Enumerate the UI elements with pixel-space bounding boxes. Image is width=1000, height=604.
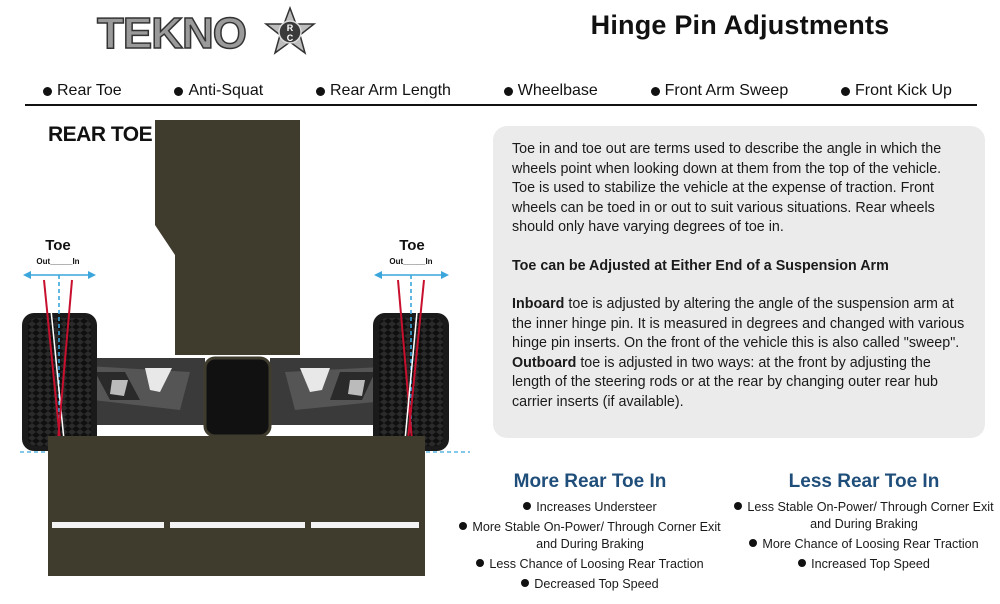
nav-item-wheelbase[interactable]: Wheelbase <box>484 82 618 100</box>
outboard-paragraph: Outboard toe is adjusted in two ways: at the front by adjusting the length of the steering rods or at the rear by changing outer rear hub carrier inserts (if available). <box>512 354 938 410</box>
bullet-icon <box>749 539 757 547</box>
bullet-icon <box>841 87 850 96</box>
bullet-icon <box>43 87 52 96</box>
center-block <box>205 358 270 436</box>
adjust-subheading: Toe can be Adjusted at Either End of a Suspension Arm <box>512 257 889 274</box>
list-item: More Chance of Loosing Rear Traction <box>728 536 1000 553</box>
description-panel <box>493 126 985 438</box>
bullet-icon <box>651 87 660 96</box>
bullet-icon <box>459 522 467 530</box>
nav-divider <box>25 104 977 106</box>
list-item: Decreased Top Speed <box>455 576 725 593</box>
less-toe-in-title: Less Rear Toe In <box>788 471 940 492</box>
bullet-icon <box>174 87 183 96</box>
right-toe-label: Toe <box>399 237 425 254</box>
left-toe-label: Toe <box>45 237 71 254</box>
more-toe-in-title: More Rear Toe In <box>513 471 667 492</box>
svg-text:TEKNO: TEKNO <box>97 9 246 58</box>
inboard-paragraph: Inboard toe is adjusted by altering the angle of the suspension arm at the inner hinge pin. It is measured in degrees and changed with various hinge pin inserts. On the front of the vehicle this is also called "sweep". <box>512 296 965 351</box>
more-toe-in-column <box>455 470 725 596</box>
bullet-icon <box>504 87 513 96</box>
page-title: Hinge Pin Adjustments <box>590 10 890 40</box>
svg-text:C: C <box>286 33 294 43</box>
nav-item-anti-squat[interactable]: Anti-Squat <box>154 82 283 100</box>
nav-item-front-arm-sweep[interactable]: Front Arm Sweep <box>631 82 809 100</box>
nav-item-rear-toe[interactable]: Rear Toe <box>25 82 142 100</box>
nav-item-rear-arm-length[interactable]: Rear Arm Length <box>296 82 471 100</box>
rear-toe-diagram <box>0 115 490 604</box>
less-toe-in-column <box>728 470 1000 576</box>
chassis-spine <box>155 120 300 355</box>
intro-paragraph: Toe in and toe out are terms used to describe the angle in which the wheels point when looking down at them from the top of the vehicle. Toe is used to stabilize the vehicle at the expense of traction. Front wheels can be toed in or out to suit various situations. Rear wheels should only have varying degrees of toe in. <box>512 141 942 235</box>
rear-wing <box>48 436 425 576</box>
bullet-icon <box>476 559 484 567</box>
bullet-icon <box>521 579 529 587</box>
svg-text:R: R <box>286 23 294 33</box>
bullet-icon <box>523 502 531 510</box>
nav-item-front-kick-up[interactable]: Front Kick Up <box>821 82 977 100</box>
list-item: Increased Top Speed <box>728 556 1000 573</box>
section-heading: REAR TOE <box>48 123 153 146</box>
left-toe-sublabel: Out_____In <box>36 257 80 266</box>
list-item: Increases Understeer <box>455 499 725 516</box>
right-toe-sublabel: Out_____In <box>389 257 433 266</box>
bullet-icon <box>316 87 325 96</box>
section-nav <box>25 78 977 104</box>
list-item: Less Chance of Loosing Rear Traction <box>455 556 725 573</box>
list-item: More Stable On-Power/ Through Corner Exit and During Braking <box>455 519 725 552</box>
bullet-icon <box>798 559 806 567</box>
tekno-rc-logo <box>95 6 325 58</box>
bullet-icon <box>734 502 742 510</box>
list-item: Less Stable On-Power/ Through Corner Exit and During Braking <box>728 499 1000 532</box>
